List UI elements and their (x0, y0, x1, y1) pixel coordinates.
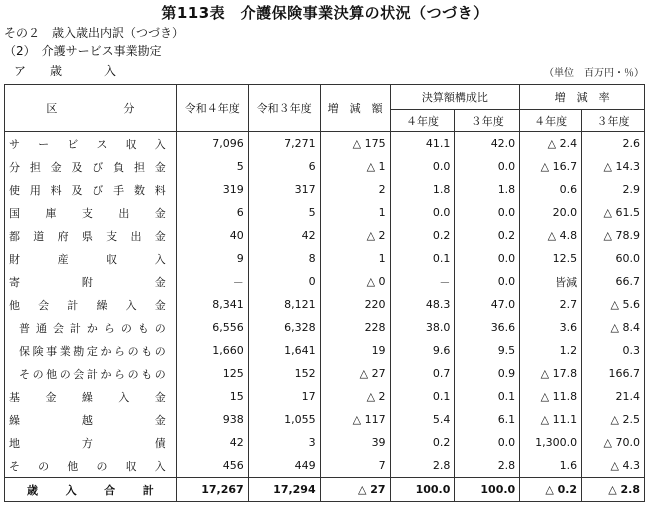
row-label: 分担金及び負担金 (5, 155, 177, 178)
cell-rate-r4: 12.5 (520, 247, 582, 270)
cell-rate-r3: 21.4 (582, 385, 645, 408)
cell-comp-r4: 9.6 (390, 339, 455, 362)
cell-rate-r4: △ 11.1 (520, 408, 582, 431)
row-label: 地方債 (5, 431, 177, 454)
cell-change: 228 (320, 316, 390, 339)
cell-r4: 5 (176, 155, 248, 178)
cell-rate-r4: 1.2 (520, 339, 582, 362)
row-label: 都道府県支出金 (5, 224, 177, 247)
cell-r3: 6,328 (248, 316, 320, 339)
cell-change: 7 (320, 454, 390, 478)
cell-rate-r3: △ 70.0 (582, 431, 645, 454)
cell-rate-r4: △ 17.8 (520, 362, 582, 385)
cell-rate-r3: △ 5.6 (582, 293, 645, 316)
table-title: 第113表 介護保険事業決算の状況（つづき） (161, 4, 489, 22)
header-change: 増 減 額 (320, 85, 390, 132)
cell-r3: 1,641 (248, 339, 320, 362)
cell-rate-r3: △ 78.9 (582, 224, 645, 247)
cell-comp-r3: 6.1 (455, 408, 520, 431)
header-rate: 増 減 率 (520, 85, 645, 110)
row-label: サービス収入 (5, 132, 177, 156)
cell-r4: 1,660 (176, 339, 248, 362)
cell-comp-r4: 0.1 (390, 247, 455, 270)
header-composition: 決算額構成比 (390, 85, 520, 110)
cell-comp-r3: 36.6 (455, 316, 520, 339)
cell-comp-r3: 0.0 (455, 270, 520, 293)
cell-comp-r4: － (390, 270, 455, 293)
cell-comp-r4: 0.2 (390, 224, 455, 247)
cell-comp-r4: 48.3 (390, 293, 455, 316)
cell-comp-r3: 0.1 (455, 385, 520, 408)
cell-r4: 319 (176, 178, 248, 201)
cell-rate-r4: 0.6 (520, 178, 582, 201)
cell-r4: 125 (176, 362, 248, 385)
cell-rate-r4: 3.6 (520, 316, 582, 339)
table-row (5, 454, 645, 478)
table-row (5, 293, 645, 316)
table-row (5, 408, 645, 431)
cell-comp-r3: 0.2 (455, 224, 520, 247)
cell-comp-r3: 9.5 (455, 339, 520, 362)
header-comp-r3: ３年度 (455, 110, 520, 132)
table-row (5, 224, 645, 247)
cell-r4: 7,096 (176, 132, 248, 156)
cell-comp-r4: 5.4 (390, 408, 455, 431)
header-comp-r4: ４年度 (390, 110, 455, 132)
cell-comp-r3: 2.8 (455, 454, 520, 478)
cell-rate-r4: 1.6 (520, 454, 582, 478)
cell-r4: 9 (176, 247, 248, 270)
table-row (5, 385, 645, 408)
cell-r4: 15 (176, 385, 248, 408)
cell-rate-r3: △ 4.3 (582, 454, 645, 478)
cell-rate-r4: △ 2.4 (520, 132, 582, 156)
cell-comp-r3: 1.8 (455, 178, 520, 201)
cell-change: △ 117 (320, 408, 390, 431)
cell-r3: 8 (248, 247, 320, 270)
cell-r3: 17 (248, 385, 320, 408)
cell-rate-r3: 0.3 (582, 339, 645, 362)
total-comp-r3: 100.0 (455, 478, 520, 502)
table-row (5, 178, 645, 201)
cell-r3: 6 (248, 155, 320, 178)
unit-note: （単位 百万円・％） (544, 68, 644, 79)
row-label: その他の収入 (5, 454, 177, 478)
row-label: 普通会計からのもの (5, 316, 177, 339)
cell-comp-r4: 0.1 (390, 385, 455, 408)
revenue-subtitle: ア 歳 入 (14, 64, 123, 78)
cell-r3: 1,055 (248, 408, 320, 431)
header-category: 区 分 (5, 85, 177, 132)
cell-comp-r4: 0.2 (390, 431, 455, 454)
cell-comp-r4: 38.0 (390, 316, 455, 339)
row-label: 財産収入 (5, 247, 177, 270)
cell-comp-r3: 0.0 (455, 201, 520, 224)
table-row (5, 362, 645, 385)
cell-change: 1 (320, 201, 390, 224)
table-row (5, 316, 645, 339)
cell-r4: 6 (176, 201, 248, 224)
header-rate-r3: ３年度 (582, 110, 645, 132)
total-label: 歳入合計 (5, 478, 177, 502)
cell-comp-r4: 2.8 (390, 454, 455, 478)
cell-change: 39 (320, 431, 390, 454)
cell-rate-r4: △ 11.8 (520, 385, 582, 408)
total-row (5, 478, 645, 502)
header-r4: 令和４年度 (176, 85, 248, 132)
cell-r4: － (176, 270, 248, 293)
section-subtitle: その２ 歳入歳出内訳（つづき） (4, 26, 185, 40)
cell-rate-r4: 1,300.0 (520, 431, 582, 454)
cell-r3: 7,271 (248, 132, 320, 156)
cell-r3: 152 (248, 362, 320, 385)
cell-rate-r3: △ 14.3 (582, 155, 645, 178)
total-r3: 17,294 (248, 478, 320, 502)
cell-r4: 456 (176, 454, 248, 478)
cell-rate-r3: 66.7 (582, 270, 645, 293)
row-label: 使用料及び手数料 (5, 178, 177, 201)
cell-r4: 42 (176, 431, 248, 454)
cell-r3: 317 (248, 178, 320, 201)
cell-change: △ 175 (320, 132, 390, 156)
cell-r3: 449 (248, 454, 320, 478)
cell-rate-r4: 皆減 (520, 270, 582, 293)
cell-comp-r4: 1.8 (390, 178, 455, 201)
cell-change: △ 2 (320, 385, 390, 408)
cell-change: 1 (320, 247, 390, 270)
cell-r3: 0 (248, 270, 320, 293)
total-comp-r4: 100.0 (390, 478, 455, 502)
cell-comp-r3: 42.0 (455, 132, 520, 156)
cell-rate-r4: 2.7 (520, 293, 582, 316)
cell-comp-r3: 47.0 (455, 293, 520, 316)
cell-comp-r4: 41.1 (390, 132, 455, 156)
table-row (5, 339, 645, 362)
table-row (5, 247, 645, 270)
revenue-table (4, 84, 645, 502)
header-r3: 令和３年度 (248, 85, 320, 132)
total-rate-r4: △ 0.2 (520, 478, 582, 502)
cell-rate-r4: △ 4.8 (520, 224, 582, 247)
cell-comp-r3: 0.9 (455, 362, 520, 385)
table-row (5, 201, 645, 224)
cell-r4: 8,341 (176, 293, 248, 316)
cell-rate-r4: △ 16.7 (520, 155, 582, 178)
row-label: 国庫支出金 (5, 201, 177, 224)
cell-r3: 42 (248, 224, 320, 247)
row-label: 他会計繰入金 (5, 293, 177, 316)
cell-comp-r4: 0.0 (390, 201, 455, 224)
cell-r3: 5 (248, 201, 320, 224)
cell-rate-r3: 2.9 (582, 178, 645, 201)
total-rate-r3: △ 2.8 (582, 478, 645, 502)
cell-rate-r4: 20.0 (520, 201, 582, 224)
cell-change: △ 1 (320, 155, 390, 178)
cell-change: 19 (320, 339, 390, 362)
row-label: 寄附金 (5, 270, 177, 293)
cell-comp-r4: 0.0 (390, 155, 455, 178)
cell-rate-r3: 60.0 (582, 247, 645, 270)
cell-comp-r3: 0.0 (455, 247, 520, 270)
cell-rate-r3: △ 2.5 (582, 408, 645, 431)
cell-change: △ 27 (320, 362, 390, 385)
cell-change: 2 (320, 178, 390, 201)
cell-rate-r3: △ 61.5 (582, 201, 645, 224)
cell-change: △ 2 (320, 224, 390, 247)
row-label: 基金繰入金 (5, 385, 177, 408)
row-label: 繰越金 (5, 408, 177, 431)
total-r4: 17,267 (176, 478, 248, 502)
cell-r3: 8,121 (248, 293, 320, 316)
cell-rate-r3: △ 8.4 (582, 316, 645, 339)
cell-comp-r3: 0.0 (455, 431, 520, 454)
cell-r3: 3 (248, 431, 320, 454)
table-row (5, 431, 645, 454)
account-subtitle: （2） 介護サービス事業勘定 (4, 44, 162, 58)
table-row (5, 132, 645, 156)
cell-comp-r3: 0.0 (455, 155, 520, 178)
table-row (5, 155, 645, 178)
header-rate-r4: ４年度 (520, 110, 582, 132)
cell-change: △ 0 (320, 270, 390, 293)
cell-r4: 6,556 (176, 316, 248, 339)
cell-rate-r3: 166.7 (582, 362, 645, 385)
cell-comp-r4: 0.7 (390, 362, 455, 385)
row-label: 保険事業勘定からのもの (5, 339, 177, 362)
cell-r4: 40 (176, 224, 248, 247)
cell-rate-r3: 2.6 (582, 132, 645, 156)
row-label: その他の会計からのもの (5, 362, 177, 385)
total-change: △ 27 (320, 478, 390, 502)
table-row (5, 270, 645, 293)
cell-change: 220 (320, 293, 390, 316)
cell-r4: 938 (176, 408, 248, 431)
